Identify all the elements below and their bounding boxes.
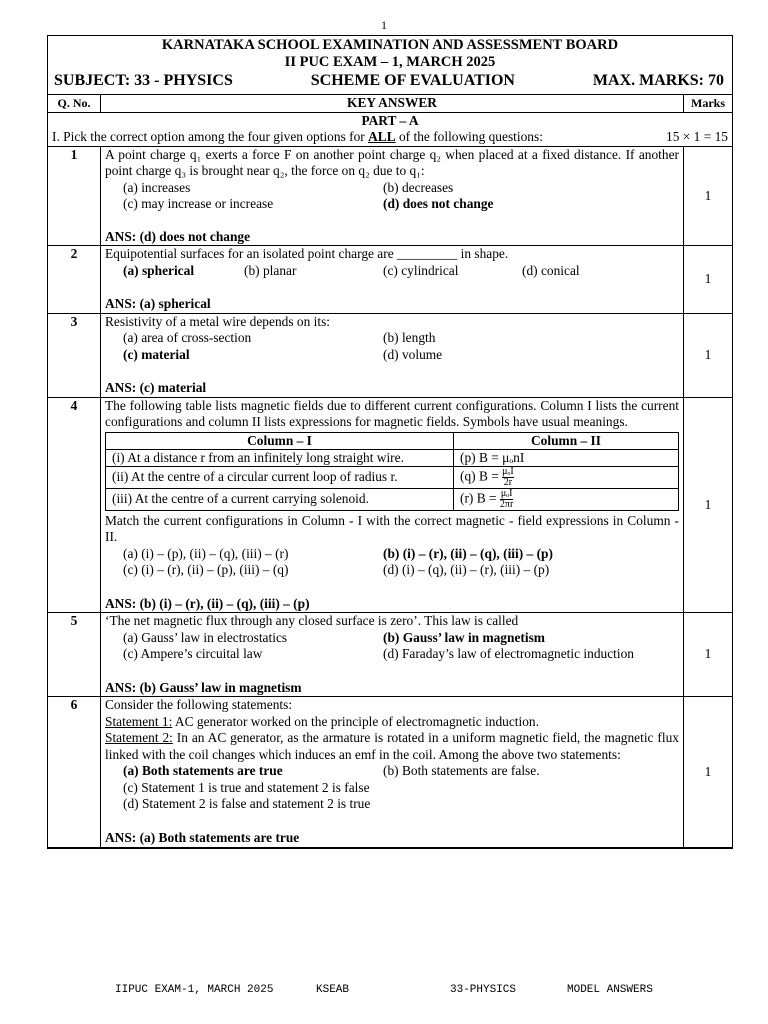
option: (d) volume <box>383 346 443 362</box>
question-row <box>48 397 732 613</box>
option: (b) planar <box>244 262 297 278</box>
footer-exam: IIPUC EXAM-1, MARCH 2025 <box>115 984 274 996</box>
question-number: 6 <box>48 697 101 848</box>
correct-option: (b) (i) – (r), (ii) – (q), (iii) – (p) <box>383 545 553 561</box>
footer-type: MODEL ANSWERS <box>567 984 653 996</box>
question-text: A point charge q₁ exerts a force F on another point charge q₂ when placed at a fixed distance. If another point charge q₃ is brought near q₂, the force on q₂ due to q₁: <box>105 146 679 178</box>
option: (b) length <box>383 330 436 345</box>
answer: ANS: (a) spherical <box>105 296 211 311</box>
footer-subject: 33-PHYSICS <box>450 984 517 996</box>
column-two-cell: (r) B = $\frac{\text{μₒI}}{2\pi r}$ <box>454 488 679 510</box>
options <box>105 180 679 213</box>
correct-option: (c) material <box>123 346 190 362</box>
question-text: Consider the following statements: <box>105 697 293 712</box>
correct-option: (b) Gauss’ law in magnetism <box>383 629 545 645</box>
scheme-label: SCHEME OF EVALUATION <box>310 72 515 89</box>
instruction-emphasis: ALL <box>368 129 396 144</box>
option: (a) area of cross-section <box>123 330 252 345</box>
option: (a) increases <box>123 179 191 195</box>
correct-option: (a) spherical <box>123 262 195 278</box>
option: (d) conical <box>522 262 580 278</box>
instruction-marks: 15 × 1 = 15 <box>666 129 728 144</box>
part-title: PART – A <box>361 112 419 128</box>
subject-line <box>48 71 732 91</box>
question-number: 1 <box>48 146 101 246</box>
column-two-cell: (p) B = μₒnI <box>454 449 679 466</box>
question-text: The following table lists magnetic fields due to different current configurations. Column I lists the current configurations and column II lists expressions for magnetic fields. Symbols have usual meanings. <box>105 397 679 429</box>
option: (d) (i) – (q), (ii) – (r), (iii) – (p) <box>383 562 550 577</box>
qno-header: Q. No. <box>48 95 101 112</box>
answer: ANS: (a) Both statements are true <box>105 829 300 845</box>
answer: ANS: (c) material <box>105 380 207 395</box>
answer: ANS: (d) does not change <box>105 228 251 244</box>
option: (c) may increase or increase <box>123 196 274 211</box>
marks-header: Marks <box>684 95 733 112</box>
table-header-row <box>48 95 732 112</box>
exam-title: II PUC EXAM – 1, MARCH 2025 <box>284 54 496 70</box>
max-marks-label: MAX. MARKS: 70 <box>592 72 724 89</box>
option: (c) Statement 1 is true and statement 2 is false <box>123 779 370 795</box>
option: (b) Both statements are false. <box>383 763 540 778</box>
question-text: Resistivity of a metal wire depends on its: <box>105 313 330 329</box>
options <box>105 763 679 780</box>
option: (d) Faraday’s law of electromagnetic induction <box>383 646 634 661</box>
column-one-cell: (iii) At the centre of a current carrying solenoid. <box>106 488 454 510</box>
question-number: 4 <box>48 397 101 613</box>
column-two-header: Column – II <box>454 432 679 449</box>
instruction: I. Pick the correct option among the four given options for ALL of the following questions: 15 × 1 = 15 <box>52 129 728 144</box>
column-one-cell: (ii) At the centre of a circular current loop of radius r. <box>106 466 454 488</box>
question-row <box>48 613 732 697</box>
question-number: 5 <box>48 613 101 697</box>
correct-option: (a) Both statements are true <box>123 763 283 778</box>
marks: 1 <box>684 397 733 613</box>
option: (b) decreases <box>383 179 454 195</box>
statement-two: Statement 2: In an AC generator, as the armature is rotated in a uniform magnetic field, the magnetic flux linked with the coil changes which induces an emf in the coil. Among the above two statements: <box>105 730 679 762</box>
options <box>105 546 679 579</box>
question-row <box>48 246 732 314</box>
fraction: $\frac{\text{μₒI}}{2r}$ <box>502 465 514 488</box>
marks: 1 <box>684 613 733 697</box>
question-row <box>48 313 732 397</box>
question-number: 3 <box>48 313 101 397</box>
answer: ANS: (b) Gauss’ law in magnetism <box>105 679 302 695</box>
document-header <box>48 36 732 95</box>
question-number: 2 <box>48 246 101 314</box>
marks: 1 <box>684 146 733 246</box>
correct-option: (d) does not change <box>383 196 494 211</box>
column-two-cell: (q) B = $\frac{\text{μₒI}}{2r}$ <box>454 466 679 488</box>
option: (d) Statement 2 is false and statement 2 is true <box>123 796 371 811</box>
option: (a) Gauss’ law in electrostatics <box>123 629 288 645</box>
question-row <box>48 146 732 246</box>
option: (c) cylindrical <box>383 262 459 278</box>
options <box>105 630 679 663</box>
fraction: $\frac{\text{μₒI}}{2\pi r}$ <box>499 487 514 510</box>
options <box>105 263 679 280</box>
footer-board: KSEAB <box>316 984 350 996</box>
option: (a) (i) – (p), (ii) – (q), (iii) – (r) <box>123 545 289 561</box>
marks: 1 <box>684 697 733 848</box>
question-text: ‘The net magnetic flux through any closed surface is zero’. This law is called <box>105 613 519 628</box>
marks: 1 <box>684 246 733 314</box>
answer: ANS: (b) (i) – (r), (ii) – (q), (iii) – (p) <box>105 595 310 611</box>
option: (c) Ampere’s circuital law <box>123 646 263 661</box>
options <box>105 330 679 363</box>
column-one-cell: (i) At a distance r from an infinitely long straight wire. <box>106 449 454 466</box>
key-answer-header: KEY ANSWER <box>101 95 684 112</box>
matching-table <box>105 432 679 511</box>
question-text-continued: Match the current configurations in Column - I with the correct magnetic - field expressions in Column - II. <box>105 512 679 544</box>
part-row <box>48 112 732 146</box>
option: (c) (i) – (r), (ii) – (p), (iii) – (q) <box>123 562 289 577</box>
statement-one: Statement 1: AC generator worked on the principle of electromagnetic induction. <box>105 713 539 729</box>
board-title: KARNATAKA SCHOOL EXAMINATION AND ASSESSMENT BOARD <box>161 37 619 53</box>
question-row <box>48 697 732 848</box>
marks: 1 <box>684 313 733 397</box>
question-text: Equipotential surfaces for an isolated point charge are _________ in shape. <box>105 246 509 261</box>
answer-key-sheet <box>47 35 733 849</box>
page-number: 1 <box>381 18 387 32</box>
subject-label: SUBJECT: 33 - PHYSICS <box>54 72 233 89</box>
column-one-header: Column – I <box>106 432 454 449</box>
answer-table <box>48 95 732 848</box>
